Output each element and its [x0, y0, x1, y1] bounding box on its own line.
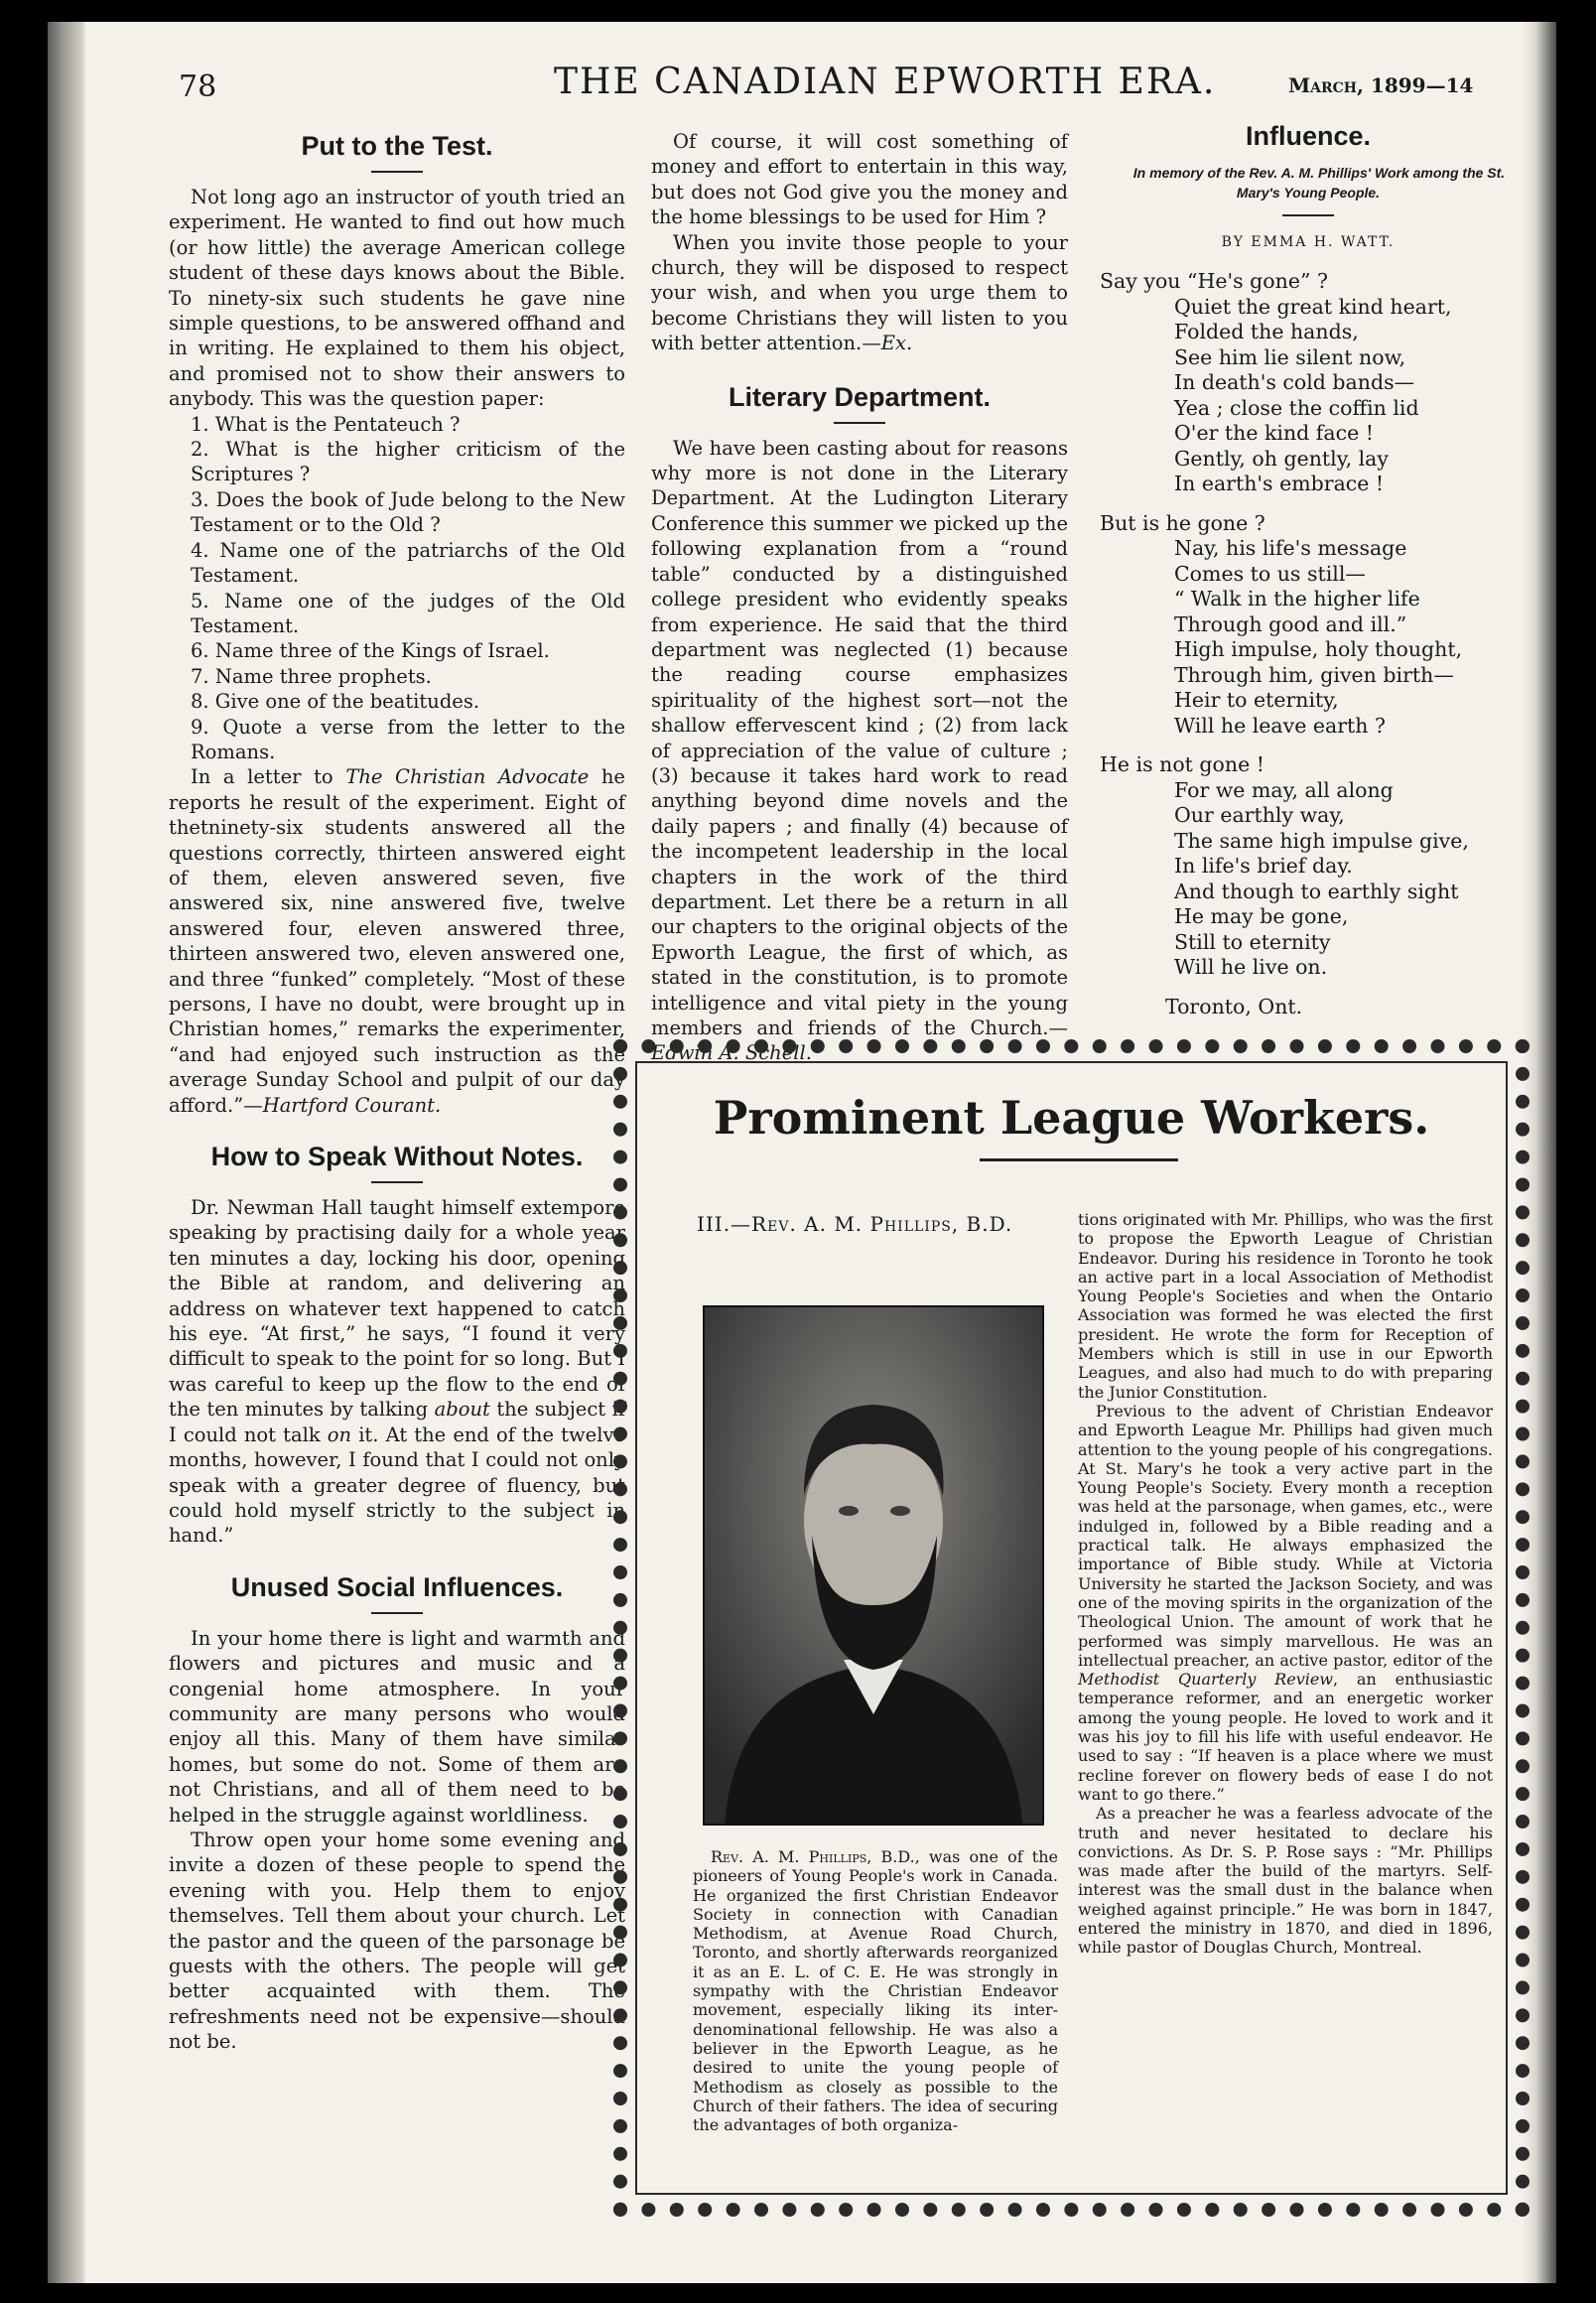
title-rule: [1282, 214, 1334, 216]
title-rule: [371, 1612, 423, 1614]
feature-subhead: III.—Rev. A. M. Phillips, B.D.: [697, 1212, 1013, 1236]
poem-line: For we may, all along: [1174, 777, 1394, 802]
section-title-speak-without-notes: How to Speak Without Notes.: [210, 1142, 584, 1172]
poem-stanza-2: [1100, 511, 1517, 740]
poem-line: Say you “He's gone” ?: [1100, 269, 1328, 294]
literary-body: We have been casting about for reasons why more is not done in the Literary Department. At the Ludington Literary Conference this summer we picked up the following explanation from a “round table” conducted by a distinguished college president who evidently speaks from experience. He said that the third department was neglected (1) because the reading course emphasizes spirituality of the highest sort—not the shallow effervescent kind ; (2) from lack of appreciation of the value of culture ; (3) because it takes hard work to read anything beyond dime novels and the daily papers ; and finally (4) because of the incompetent leadership in the local chapters in the work of the third department. Let there be a return in all our chapters to the original objects of the Epworth League, the first of which, as stated in the constitution, is to promote intelligence and vital piety in the young members and friends of the Church.—Edwin A. Schell.: [651, 436, 1068, 1065]
poem-line: See him lie silent now,: [1174, 344, 1406, 369]
title-rule: [834, 422, 885, 424]
question-item: 3. Does the book of Jude belong to the New Testament or to the Old ?: [191, 487, 625, 537]
feature-right-column: [1078, 1210, 1493, 1958]
question-item: 6. Name three of the Kings of Israel.: [191, 639, 550, 663]
portrait-photo: [703, 1305, 1044, 1826]
poem-line: In earth's embrace !: [1174, 472, 1385, 496]
poem-line: Through good and ill.”: [1174, 611, 1407, 636]
section-title-put-to-the-test: Put to the Test.: [301, 131, 493, 161]
test-result: In a letter to The Christian Advocate he reports he result of the experiment. Eight of thetninety-six students answered all the questions correctly, thirteen answered eight of them, eleven answered seven, five answered six, nine answered five, twelve answered four, eleven answered three, thirteen answered two, eleven answered one, and three “funked” completely. “Most of these persons, I have no doubt, were brought up in Christian homes,” remarks the experimenter, “and had enjoyed such instruction as the average Sunday School and pulpit of our day afford.”—Hartford Courant.: [169, 765, 625, 1117]
poem-line: Still to eternity: [1174, 929, 1331, 954]
title-rule: [371, 171, 423, 173]
poem-dedication: In memory of the Rev. A. M. Phillips' Work among the St. Mary's Young People.: [1132, 165, 1506, 201]
page-binding-shadow: [48, 22, 85, 2283]
feature-paragraph: tions originated with Mr. Phillips, who was the first to propose the Epworth League of Christian Endeavor. During his residence in Toronto he took an active part in a local Association of Methodist Young People's Societies and when the Ontario Association was formed he was elected the first president. He wrote the form for Reception of Members which is still in use in our Epworth Leagues, and also had much to do with preparing the Junior Constitution.: [1078, 1210, 1493, 1402]
section-title-unused-social-influences: Unused Social Influences.: [230, 1571, 564, 1602]
caption-text: Rev. A. M. Phillips, B.D., was one of the pioneers of Young People's work in Canada. He organized the first Christian Endeavor Society in connection with Canadian Methodism, at Avenue Road Church, Toronto, and shortly afterwards reorganized it as an E. L. of C. E. He was strongly in sympathy with the Christian Endeavor movement, especially liking its inter-denominational fellowship. He was also a believer in the Epworth League, as he desired to unite the young people of Methodism as closely as possible to the Church of their fathers. The idea of securing the advantages of both organiza-: [693, 1847, 1058, 2135]
test-intro: Not long ago an instructor of youth tried an experiment. He wanted to find out how much (or how little) the average American college student of these days knows about the Bible. To ninety-six such students he gave nine simple questions, to be answered offhand and in writing. He explained to them his object, and promised not to show their answers to anybody. This was the question paper:: [169, 186, 625, 411]
feature-title: Prominent League Workers.: [713, 1091, 1430, 1145]
poem-line: Our earthly way,: [1174, 803, 1345, 828]
question-item: 7. Name three prophets.: [191, 664, 432, 688]
poem-stanza-3: [1100, 752, 1517, 981]
poem-line: Through him, given birth—: [1174, 662, 1454, 687]
poem-place: Toronto, Ont.: [1165, 994, 1303, 1018]
question-list: [169, 412, 625, 765]
author-credit: Edwin A. Schell.: [651, 1041, 812, 1065]
poem-line: And though to earthly sight: [1174, 879, 1459, 903]
page-number: 78: [179, 69, 217, 104]
question-item: 1. What is the Pentateuch ?: [191, 412, 461, 436]
feature-paragraph: Previous to the advent of Christian Endeavor and Epworth League Mr. Phillips had given much attention to the young people of his congregations. At St. Mary's he took a very active part in the Young People's Society. Every month a reception was held at the parsonage, when games, etc., were indulged in, followed by a Bible reading and a practical talk. He always emphasized the importance of Bible study. While at Victoria University he started the Jackson Society, and was one of the moving spirits in the organization of the Theological Union. The amount of work that he performed was simply marvellous. He was an intellectual preacher, an active pastor, editor of the Methodist Quarterly Review, an enthusiastic temperance reformer, and an energetic worker among the young people. He loved to work and it was his joy to fill his life with useful endeavor. He used to say : “If heaven is a place where we must recline forever on flowery beds of ease I do not want to go there.”: [1078, 1401, 1493, 1804]
poem-line: Will he live on.: [1174, 955, 1328, 980]
poem-line: Comes to us still—: [1174, 561, 1366, 586]
column-right-poem: [1100, 119, 1517, 1019]
poem-line: He is not gone !: [1100, 752, 1264, 777]
social-paragraph: In your home there is light and warmth and flowers and pictures and music and a congenial home atmosphere. In your community are many persons who would enjoy all this. Many of them have similar homes, but some do not. Some of them are not Christians, and all of them need to be helped in the struggle against worldliness.: [169, 1626, 625, 1827]
poem-title: Influence.: [1245, 121, 1372, 151]
portrait-image: [705, 1307, 1042, 1824]
continued-paragraph: Of course, it will cost something of money and effort to entertain in this way, but does not God give you the money and the home blessings to be used for Him ?: [651, 130, 1068, 229]
poem-line: Quiet the great kind heart,: [1174, 294, 1452, 319]
source-credit: Hartford Courant.: [262, 1093, 442, 1117]
poem-line: Yea ; close the coffin lid: [1174, 395, 1419, 420]
poem-line: In life's brief day.: [1174, 854, 1353, 879]
section-title-literary-department: Literary Department.: [728, 381, 992, 412]
poem-line: O'er the kind face !: [1174, 421, 1374, 446]
question-item: 9. Quote a verse from the letter to the Romans.: [191, 715, 625, 763]
question-item: 8. Give one of the beatitudes.: [191, 690, 480, 714]
masthead-title: THE CANADIAN EPWORTH ERA.: [554, 62, 1217, 102]
magazine-page: [48, 22, 1556, 2283]
issue-date: March, 1899—14: [1288, 73, 1474, 97]
poem-line: Gently, oh gently, lay: [1174, 446, 1389, 471]
column-middle: [651, 129, 1068, 1066]
poem-line: In death's cold bands—: [1174, 370, 1415, 395]
question-item: 4. Name one of the patriarchs of the Old Testament.: [191, 538, 625, 588]
poem-line: He may be gone,: [1174, 904, 1349, 929]
social-paragraph: Throw open your home some evening and invite a dozen of these people to spend the evening with you. Help them to enjoy themselves. Tell them about your church. Let the pastor and the queen of the parsonage be guests with the others. The people will get better acquainted with them. The refreshments need not be expensive—should not be.: [169, 1828, 625, 2054]
poem-line: “ Walk in the higher life: [1174, 587, 1420, 611]
question-item: 5. Name one of the judges of the Old Testament.: [191, 589, 625, 637]
question-item: 2. What is the higher criticism of the Scriptures ?: [191, 438, 625, 486]
continued-paragraph: When you invite those people to your church, they will be disposed to respect your wish, and when you urge them to become Christians they will listen to you with better attention.—Ex.: [651, 230, 1068, 355]
poem-stanza-1: [1100, 269, 1517, 497]
poem-line: But is he gone ?: [1100, 510, 1265, 535]
poem-line: The same high impulse give,: [1174, 828, 1469, 853]
poem-line: Nay, his life's message: [1174, 536, 1407, 561]
feature-box-border: [613, 1039, 1530, 2217]
feature-box: [635, 1061, 1508, 2195]
title-rule: [371, 1181, 423, 1183]
poem-line: Folded the hands,: [1174, 320, 1359, 344]
speak-body: Dr. Newman Hall taught himself extempore speaking by practising daily for a whole year ten minutes a day, locking his door, opening the Bible at random, and delivering an address on whatever text happened to catch his eye. “At first,” he says, “I found it very difficult to speak to the point for so long. But I was careful to keep up the flow to the end of the ten minutes by talking about the subject if I could not talk on it. At the end of the twelve months, however, I found that I could not only speak with a greater degree of fluency, but could hold myself strictly to the subject in hand.”: [169, 1196, 625, 1548]
feature-title-rule: [980, 1158, 1178, 1161]
poem-line: Will he leave earth ?: [1174, 713, 1386, 738]
column-left: [169, 129, 625, 2055]
poem-line: High impulse, holy thought,: [1174, 637, 1463, 662]
poem-byline: BY EMMA H. WATT.: [1221, 234, 1396, 250]
feature-paragraph: As a preacher he was a fearless advocate of the truth and never hesitated to declare his convictions. As Dr. S. P. Rose says : “Mr. Phillips was made after the build of the martyrs. Self-interest was the small dust in the balance when weighed against principle.” He was born in 1847, entered the ministry in 1870, and died in 1896, while pastor of Douglas Church, Montreal.: [1078, 1804, 1493, 1958]
poem-line: Heir to eternity,: [1174, 688, 1339, 713]
